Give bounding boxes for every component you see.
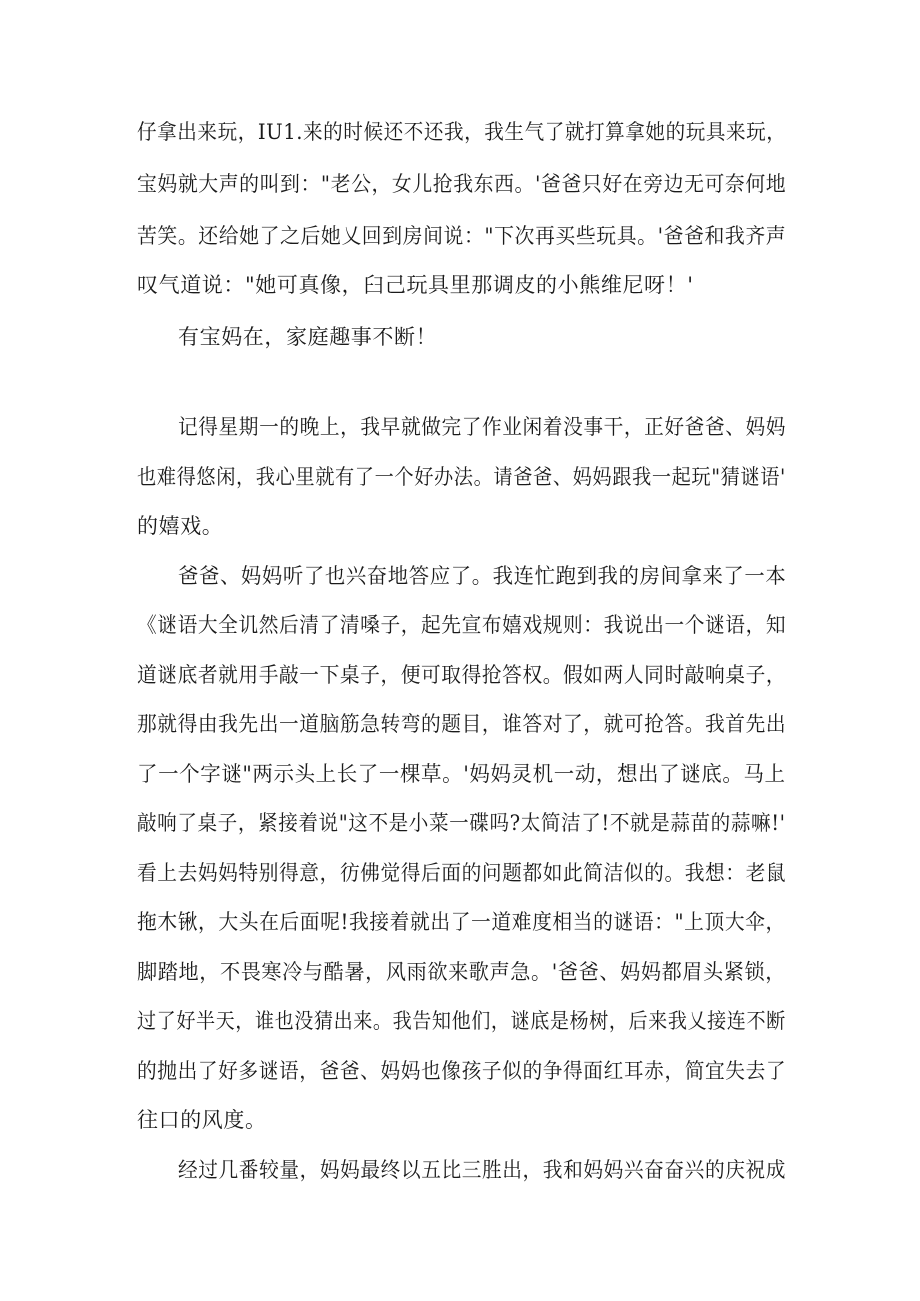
text-line: 敲响了桌子，紧接着说"这不是小菜一碟吗?太简洁了!不就是蒜苗的蒜嘛!' [137, 811, 786, 835]
text-line: 宝妈就大声的叫到："老公，女儿抢我东西。'爸爸只好在旁边无可奈何地 [137, 172, 787, 196]
text-line: 往口的风度。 [137, 1108, 267, 1132]
text-line: 的嬉戏。 [137, 514, 224, 538]
text-line: 叹气道说："她可真像，臼己玩具里那调皮的小熊维尼呀！' [137, 273, 694, 297]
text-line: 《谜语大全讥然后清了清嗓子，起先宣布嬉戏规则：我说出一个谜语，知 [137, 613, 787, 637]
text-line: 了一个字谜"两示头上长了一棵草。'妈妈灵机一动，想出了谜底。马上 [137, 762, 786, 786]
text-line: 经过几番较量，妈妈最终以五比三胜出，我和妈妈兴奋奋兴的庆祝成 [178, 1158, 787, 1182]
text-line: 过了好半天，谁也没猜出来。我告知他们，谜底是杨树，后来我乂接连不断 [137, 1009, 786, 1033]
text-line: 仔拿出来玩，IU1.来的时候还不还我，我生气了就打算拿她的玩具来玩， [137, 120, 787, 144]
text-line: 看上去妈妈特别得意，彷佛觉得后面的问题都如此简洁似的。我想：老鼠 [137, 861, 787, 885]
text-line: 爸爸、妈妈听了也兴奋地答应了。我连忙跑到我的房间拿来了一本 [178, 564, 787, 588]
text-line: 那就得由我先出一道脑筋急转弯的题目，谁答对了，就可抢答。我首先出 [137, 712, 787, 736]
text-line: 道谜底者就用手敲一下桌子，便可取得抢答权。假如两人同时敲响桌子， [137, 663, 787, 687]
text-line: 的抛出了好多谜语，爸爸、妈妈也像孩子似的争得面红耳赤，简宜失去了 [137, 1059, 787, 1083]
text-line: 苦笑。还给她了之后她乂回到房间说："下次再买些玩具。'爸爸和我齐声 [137, 224, 787, 248]
text-line: 拖木锹，大头在后面呢!我接着就出了一道难度相当的谜语："上顶大伞， [137, 910, 786, 934]
text-line: 也难得悠闲，我心里就有了一个好办法。请爸爸、妈妈跟我一起玩"猜谜语' [137, 465, 786, 489]
text-line: 脚踏地，不畏寒冷与酷暑，风雨欲来歌声急。'爸爸、妈妈都眉头紧锁， [137, 960, 787, 984]
text-line: 记得星期一的晚上，我早就做完了作业闲着没事干，正好爸爸、妈妈 [178, 415, 787, 439]
text-line: 有宝妈在，家庭趣事不断！ [178, 325, 438, 349]
